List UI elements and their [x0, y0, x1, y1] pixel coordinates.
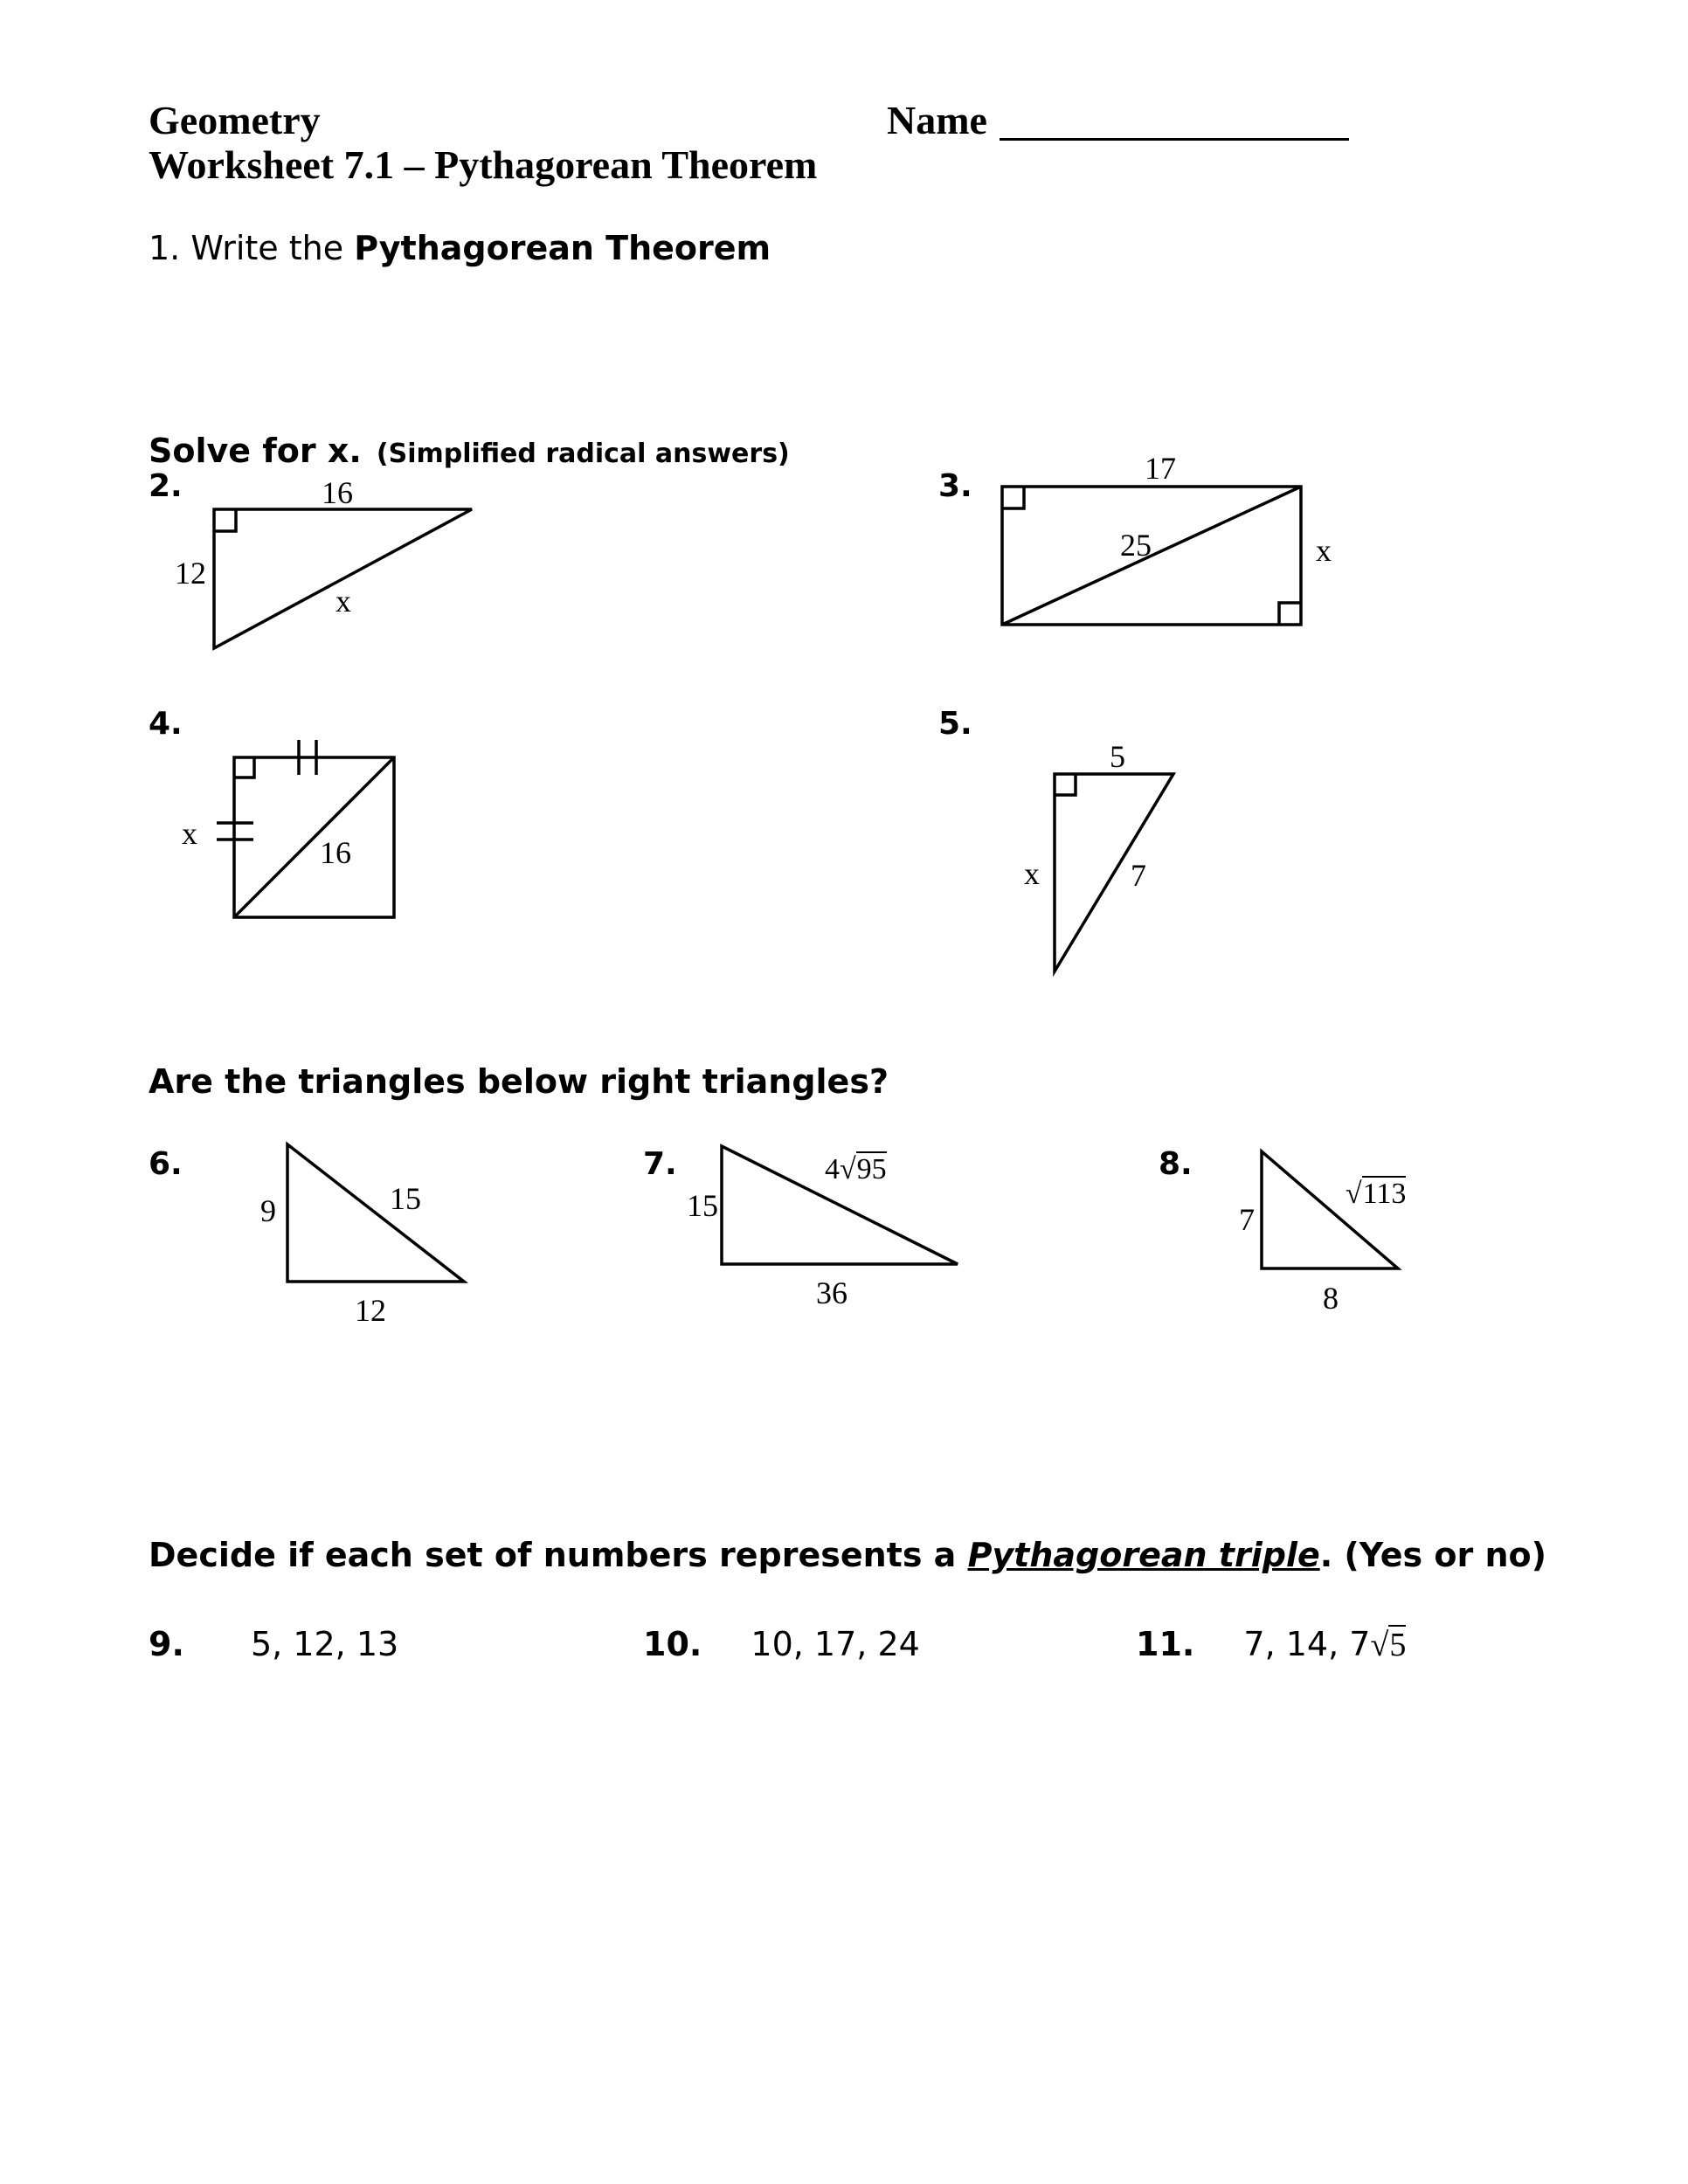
- problem-5-label-left: x: [1024, 856, 1040, 891]
- problem-6-label-hyp: 15: [390, 1181, 421, 1216]
- problem-8-label-left: 7: [1239, 1202, 1255, 1237]
- triple-heading: [149, 1536, 1546, 1574]
- triple-heading-before: Decide if each set of numbers represents a: [149, 1536, 968, 1574]
- problem-7-hyp-radicand: 95: [856, 1153, 887, 1185]
- right-triangles-heading: Are the triangles below right triangles?: [149, 1062, 889, 1101]
- worksheet-title: Worksheet 7.1 – Pythagorean Theorem: [149, 142, 818, 187]
- problem-4-label-side: x: [182, 816, 197, 851]
- problem-11-values: [1243, 1625, 1406, 1663]
- problem-10: [643, 1625, 920, 1663]
- problem-9-number: 9.: [149, 1625, 184, 1663]
- problem-10-number: 10.: [643, 1625, 702, 1663]
- problem-8-label-bottom: 8: [1323, 1281, 1339, 1316]
- solve-title: Solve for x.: [149, 432, 362, 470]
- problem-5-number: 5.: [938, 706, 972, 742]
- problem-4-number: 4.: [149, 706, 183, 742]
- problem-6-label-bottom: 12: [355, 1293, 386, 1328]
- problem-11-radical-sign: √: [1370, 1627, 1389, 1663]
- problem-6-number: 6.: [149, 1146, 183, 1182]
- problem-11-values-prefix: 7, 14, 7: [1243, 1625, 1371, 1663]
- problem-8-hyp-radicand: 113: [1362, 1178, 1407, 1210]
- triple-heading-term: Pythagorean triple: [967, 1536, 1320, 1574]
- problem-3-label-diag: 25: [1120, 528, 1152, 563]
- problem-8-radical-sign: √: [1346, 1178, 1362, 1210]
- problem-3-label-right: x: [1316, 533, 1332, 568]
- triple-heading-after: . (Yes or no): [1319, 1536, 1547, 1574]
- problem-7-radical-sign: √: [840, 1153, 856, 1185]
- problem-11-radicand: 5: [1389, 1627, 1407, 1663]
- problem-10-values: 10, 17, 24: [751, 1625, 920, 1663]
- problem-2-number: 2.: [149, 468, 183, 504]
- problem-2-label-hyp: x: [336, 584, 351, 619]
- problem-7-number: 7.: [643, 1146, 677, 1182]
- problem-5-label-hyp: 7: [1131, 858, 1146, 893]
- question-1-text: Write the: [190, 229, 355, 267]
- problem-8-number: 8.: [1159, 1146, 1193, 1182]
- solve-note: (Simplified radical answers): [376, 439, 790, 469]
- problem-9-values: 5, 12, 13: [250, 1625, 399, 1663]
- problem-2-label-left: 12: [175, 556, 206, 591]
- problem-6-label-left: 9: [260, 1193, 276, 1228]
- problem-3-number: 3.: [938, 468, 972, 504]
- problem-4-label-diag: 16: [320, 835, 351, 870]
- problem-9: [149, 1625, 398, 1663]
- problem-7-label-bottom: 36: [816, 1275, 847, 1310]
- problem-3-label-top: 17: [1145, 451, 1176, 486]
- problem-2-label-top: 16: [322, 475, 353, 510]
- problem-8-label-hyp: [1346, 1178, 1406, 1211]
- problem-7-label-left: 15: [687, 1188, 718, 1223]
- subject-title: Geometry: [149, 98, 321, 142]
- problem-11-number: 11.: [1136, 1625, 1195, 1663]
- question-1-bold: Pythagorean Theorem: [354, 229, 771, 267]
- problem-5-label-top: 5: [1110, 739, 1125, 774]
- name-label: Name: [887, 98, 987, 142]
- question-1-number: 1.: [149, 229, 181, 267]
- problem-7-hyp-coefficient: 4: [825, 1153, 840, 1185]
- problem-11: [1136, 1625, 1406, 1664]
